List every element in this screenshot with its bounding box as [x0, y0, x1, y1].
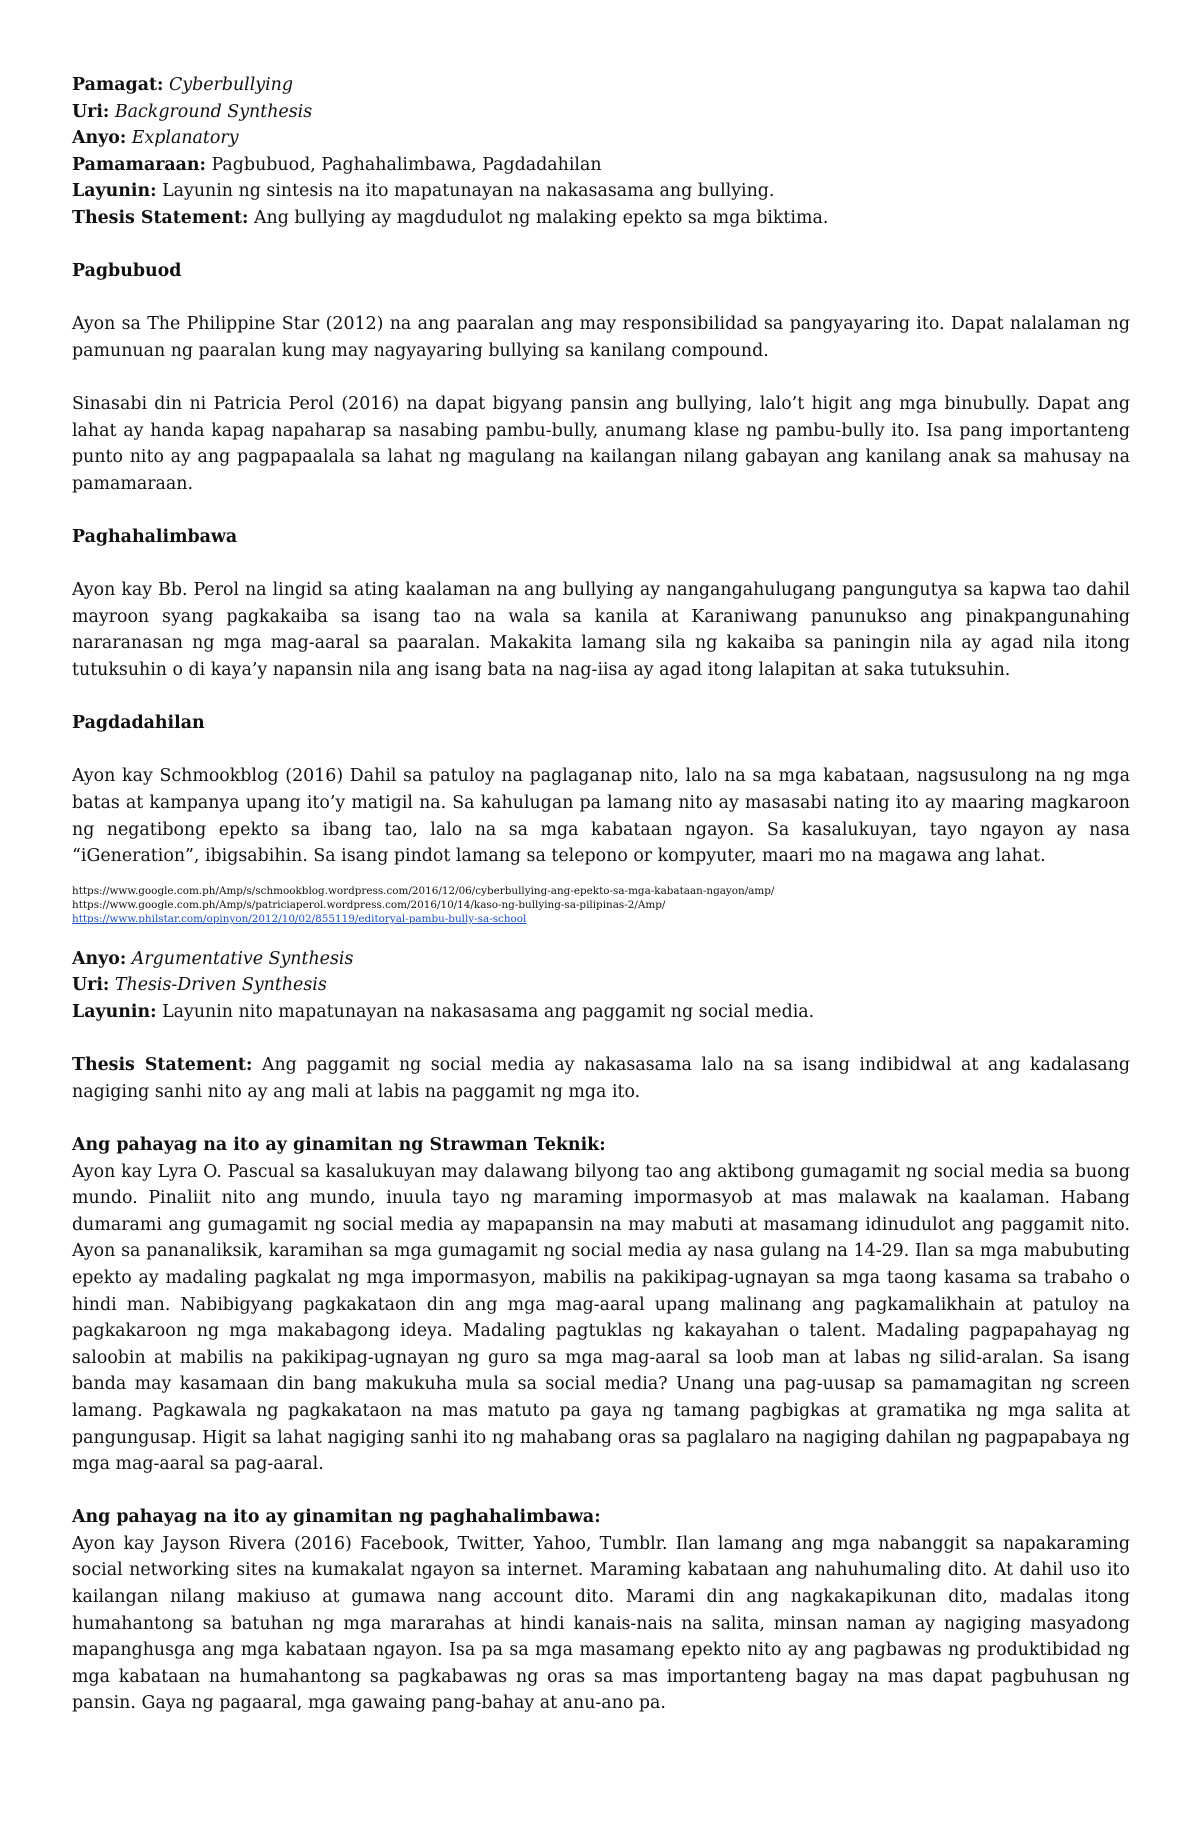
meta-key: Thesis Statement:: [72, 1055, 253, 1076]
thesis-statement-2: [72, 1052, 1130, 1105]
meta-uri-2: [72, 972, 1130, 999]
meta-key: Layunin:: [72, 1002, 157, 1022]
heading-strawman: Ang pahayag na ito ay ginamitan ng Strawman Teknik:: [72, 1134, 606, 1155]
meta-key: Anyo:: [72, 948, 127, 969]
meta-key: Uri:: [72, 101, 110, 122]
meta-value: Layunin ng sintesis na ito mapatunayan na nakasasama ang bullying.: [162, 181, 775, 202]
meta-pamamaraan: [72, 152, 1130, 179]
heading-paghahalimbawa: Paghahalimbawa: [72, 527, 238, 548]
meta-value: Explanatory: [131, 128, 239, 149]
meta-key: Uri:: [72, 975, 110, 996]
reference-link[interactable]: https://www.google.com.ph/Amp/s/schmookblog.wordpress.com/2016/12/06/cyberbullying-ang-epekto-sa-mga-kabataan-ngayon/amp/: [72, 884, 775, 897]
meta-thesis: [72, 205, 1130, 232]
meta-anyo: [72, 125, 1130, 152]
heading-pagbubuod: Pagbubuod: [72, 261, 182, 282]
reference-link[interactable]: https://www.philstar.com/opinyon/2012/10/02/855119/editoryal-pambu-bully-sa-school: [72, 912, 527, 925]
reference-links: [72, 884, 1130, 926]
paragraph: Sinasabi din ni Patricia Perol (2016) na dapat bigyang pansin ang bullying, lalo’t higit ang mga binubully. Dapat ang lahat ay handa kapag napaharap sa nasabing pambu-bully, anumang klase ng pambu-bully ito. Isa pang importanteng punto nito ay ang pagpapaalala sa lahat ng magulang na kailangan nilang gabayan ang kanilang anak sa mahusay na pamamaraan.: [72, 394, 1130, 494]
meta-value: Cyberbullying: [168, 75, 294, 95]
heading-pagdadahilan: Pagdadahilan: [72, 713, 205, 734]
heading-paghahalimbawa-2: Ang pahayag na ito ay ginamitan ng paghahalimbawa:: [72, 1507, 601, 1528]
reference-link[interactable]: https://www.google.com.ph/Amp/s/patriciaperol.wordpress.com/2016/10/14/kaso-ng-bullying-sa-pilipinas-2/Amp/: [72, 898, 666, 911]
meta-value: Ang paggamit ng social media ay nakasasama lalo na sa isang indibidwal at ang kadalasang nagiging sanhi nito ay ang mali at labis na paggamit ng mga ito.: [72, 1055, 1130, 1102]
meta-key: Anyo:: [72, 128, 127, 149]
meta-key: Thesis Statement:: [72, 207, 249, 228]
meta-value: Argumentative Synthesis: [131, 948, 354, 969]
meta-anyo-2: [72, 946, 1130, 973]
paragraph: Ayon kay Jayson Rivera (2016) Facebook, Twitter, Yahoo, Tumblr. Ilan lamang ang mga nabanggit sa napakaraming social networking sites na kumakalat ngayon sa internet. Maraming kabataan ang nahuhumaling dito. At dahil uso ito kailangan nilang makiuso at gumawa nang account dito. Marami din ang nagkakapikunan dito, madalas itong humahantong sa batuhan ng mga mararahas at hindi kanais-nais na salita, minsan naman ay nagiging masyadong mapanghusga ang mga kabataan ngayon. Isa pa sa mga masamang epekto nito ay ang pagbawas ng produktibidad ng mga kabataan na humahantong sa pagkabawas ng oras sa mas importanteng bagay na mas dapat pagbuhusan ng pansin. Gaya ng pagaaral, mga gawaing pang-bahay at anu-ano pa.: [72, 1533, 1130, 1714]
meta-value: Ang bullying ay magdudulot ng malaking epekto sa mga biktima.: [253, 207, 829, 228]
meta-value: Layunin nito mapatunayan na nakasasama ang paggamit ng social media.: [162, 1002, 815, 1022]
paragraph: Ayon sa The Philippine Star (2012) na ang paaralan ang may responsibilidad sa pangyayaring ito. Dapat nalalaman ng pamunuan ng paaralan kung may nagyayaring bullying sa kanilang compound.: [72, 314, 1130, 361]
meta-layunin: [72, 178, 1130, 205]
meta-value: Pagbubuod, Paghahalimbawa, Pagdadahilan: [211, 154, 602, 175]
meta-value: Thesis-Driven Synthesis: [114, 975, 327, 996]
meta-uri: [72, 99, 1130, 126]
paragraph: Ayon kay Bb. Perol na lingid sa ating kaalaman na ang bullying ay nangangahulugang pangungutya sa kapwa tao dahil mayroon syang pagkakaiba sa isang tao na wala sa kanila at Karaniwang panunukso ang pinakpangunahing nararanasan ng mga mag-aaral sa paaralan. Makakita lamang sila ng kakaiba sa paningin nila ay agad nila itong tutuksuhin o di kaya’y napansin nila ang isang bata na nag-iisa ay agad itong lalapitan at saka tutuksuhin.: [72, 580, 1130, 681]
meta-key: Layunin:: [72, 181, 157, 202]
meta-value: Background Synthesis: [114, 101, 313, 122]
meta-key: Pamamaraan:: [72, 154, 206, 175]
meta-key: Pamagat:: [72, 75, 164, 95]
paragraph: Ayon kay Schmookblog (2016) Dahil sa patuloy na paglaganap nito, lalo na sa mga kabataan, nagsusulong na ng mga batas at kampanya upang ito’y matigil na. Sa kahulugan pa lamang nito ay masasabi nating ito ay maaring magkaroon ng negatibong epekto sa ibang tao, lalo na sa mga kabataan ngayon. Sa kasalukuyan, tayo ngayon ay nasa “iGeneration”, ibigsabihin. Sa isang pindot lamang sa telepono or kompyuter, maari mo na magawa ang lahat.: [72, 766, 1130, 867]
meta-layunin-2: [72, 999, 1130, 1026]
meta-pamagat: [72, 72, 1130, 99]
paragraph: Ayon kay Lyra O. Pascual sa kasalukuyan may dalawang bilyong tao ang aktibong gumagamit ng social media sa buong mundo. Pinaliit nito ang mundo, inuula tayo ng maraming impormasyob at mas malawak na kaalaman. Habang dumarami ang gumagamit ng social media ay mapapansin na may mabuti at masamang idinudulot ang paggamit nito. Ayon sa pananaliksik, karamihan sa mga gumagamit ng social media ay nasa gulang na 14-29. Ilan sa mga mabubuting epekto ay madaling pagkalat ng mga impormasyon, mabilis na pakikipag-ugnayan sa mga taong kasama sa trabaho o hindi man. Nabibigyang pagkakataon din ang mga mag-aaral upang malinang ang pagkamalikhain at patuloy na pagkakaroon ng mga makabagong ideya. Madaling pagtuklas ng kakayahan o talent. Madaling pagpapahayag ng saloobin at mabilis na pakikipag-ugnayan ng guro sa mga mag-aaral sa loob man at labas ng silid-aralan. Sa isang banda may kasamaan din bang makukuha mula sa social media? Unang una pag-uusap sa pamamagitan ng screen lamang. Pagkawala ng pagkakataon na mas matuto pa gaya ng tamang pagbigkas at gramatika ng mga salita at pangungusap. Higit sa lahat nagiging sanhi ito ng mahabang oras sa paglalaro na nagiging dahilan ng pagpapabaya ng mga mag-aaral sa pag-aaral.: [72, 1161, 1130, 1475]
